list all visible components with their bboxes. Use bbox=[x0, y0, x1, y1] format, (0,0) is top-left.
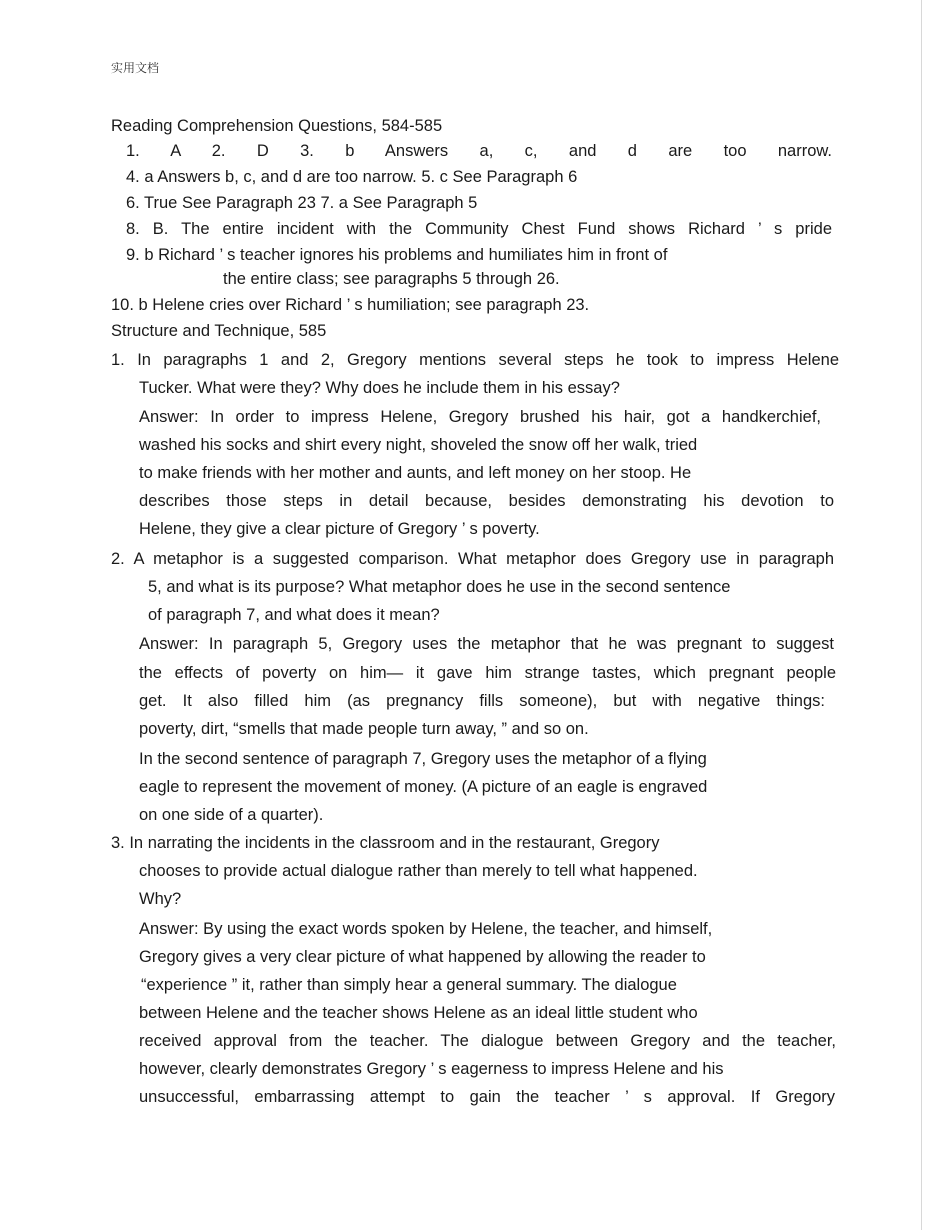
question-3-line-1: 3. In narrating the incidents in the classroom and in the restaurant, Gregory bbox=[111, 834, 660, 852]
page-edge bbox=[921, 0, 922, 1230]
question-3-line-2: chooses to provide actual dialogue rather than merely to tell what happened. bbox=[139, 862, 698, 880]
answer-2-line-2: the effects of poverty on him— it gave him strange tastes, which pregnant people bbox=[139, 664, 836, 682]
question-1-line-2: Tucker. What were they? Why does he include them in his essay? bbox=[139, 379, 620, 397]
answer-line-5: 9. b Richard ’ s teacher ignores his problems and humiliates him in front of bbox=[126, 246, 668, 264]
answer-line-3: 6. True See Paragraph 23 7. a See Paragraph 5 bbox=[126, 194, 478, 212]
page-header: 实用文档 bbox=[111, 61, 160, 75]
question-2-line-3: of paragraph 7, and what does it mean? bbox=[148, 606, 440, 624]
answer-3-line-5: received approval from the teacher. The dialogue between Gregory and the teacher, bbox=[139, 1032, 836, 1050]
answer-1-line-3: to make friends with her mother and aunts, and left money on her stoop. He bbox=[139, 464, 692, 482]
answer-line-4: 8. B. The entire incident with the Community Chest Fund shows Richard ’ s pride bbox=[126, 220, 832, 238]
answer-1-line-2: washed his socks and shirt every night, shoveled the snow off her walk, tried bbox=[139, 436, 698, 454]
question-1-line-1: 1. In paragraphs 1 and 2, Gregory mentions several steps he took to impress Helene bbox=[111, 351, 839, 369]
section-title-reading-comprehension: Reading Comprehension Questions, 584-585 bbox=[111, 117, 443, 135]
answer-3-line-7: unsuccessful, embarrassing attempt to gain the teacher ’ s approval. If Gregory bbox=[139, 1088, 835, 1106]
section-title-structure-technique: Structure and Technique, 585 bbox=[111, 322, 327, 340]
answer-3-line-4: between Helene and the teacher shows Helene as an ideal little student who bbox=[139, 1004, 698, 1022]
answer-3-line-1: Answer: By using the exact words spoken by Helene, the teacher, and himself, bbox=[139, 920, 713, 938]
answer-line-6: the entire class; see paragraphs 5 through 26. bbox=[223, 270, 560, 288]
answer-2-line-1: Answer: In paragraph 5, Gregory uses the metaphor that he was pregnant to suggest bbox=[139, 635, 834, 653]
answer-2-line-5: In the second sentence of paragraph 7, Gregory uses the metaphor of a flying bbox=[139, 750, 707, 768]
answer-1-line-1: Answer: In order to impress Helene, Gregory brushed his hair, got a handkerchief, bbox=[139, 408, 821, 426]
answer-1-line-4: describes those steps in detail because, besides demonstrating his devotion to bbox=[139, 492, 834, 510]
answer-line-1: 1. A 2. D 3. b Answers a, c, and d are too narrow. bbox=[126, 142, 832, 160]
answer-2-line-3: get. It also filled him (as pregnancy fills someone), but with negative things: bbox=[139, 692, 825, 710]
question-2-line-2: 5, and what is its purpose? What metaphor does he use in the second sentence bbox=[148, 578, 731, 596]
answer-3-line-2: Gregory gives a very clear picture of what happened by allowing the reader to bbox=[139, 948, 706, 966]
question-2-line-1: 2. A metaphor is a suggested comparison. What metaphor does Gregory use in paragraph bbox=[111, 550, 834, 568]
answer-2-line-7: on one side of a quarter). bbox=[139, 806, 324, 824]
question-3-line-3: Why? bbox=[139, 890, 182, 908]
answer-3-line-6: however, clearly demonstrates Gregory ’ s eagerness to impress Helene and his bbox=[139, 1060, 724, 1078]
answer-2-line-4: poverty, dirt, “smells that made people turn away, ” and so on. bbox=[139, 720, 589, 738]
answer-3-line-3: “experience ” it, rather than simply hear a general summary. The dialogue bbox=[141, 976, 677, 994]
answer-line-2: 4. a Answers b, c, and d are too narrow. 5. c See Paragraph 6 bbox=[126, 168, 578, 186]
answer-2-line-6: eagle to represent the movement of money. (A picture of an eagle is engraved bbox=[139, 778, 708, 796]
answer-1-line-5: Helene, they give a clear picture of Gregory ’ s poverty. bbox=[139, 520, 540, 538]
answer-line-7: 10. b Helene cries over Richard ’ s humiliation; see paragraph 23. bbox=[111, 296, 590, 314]
